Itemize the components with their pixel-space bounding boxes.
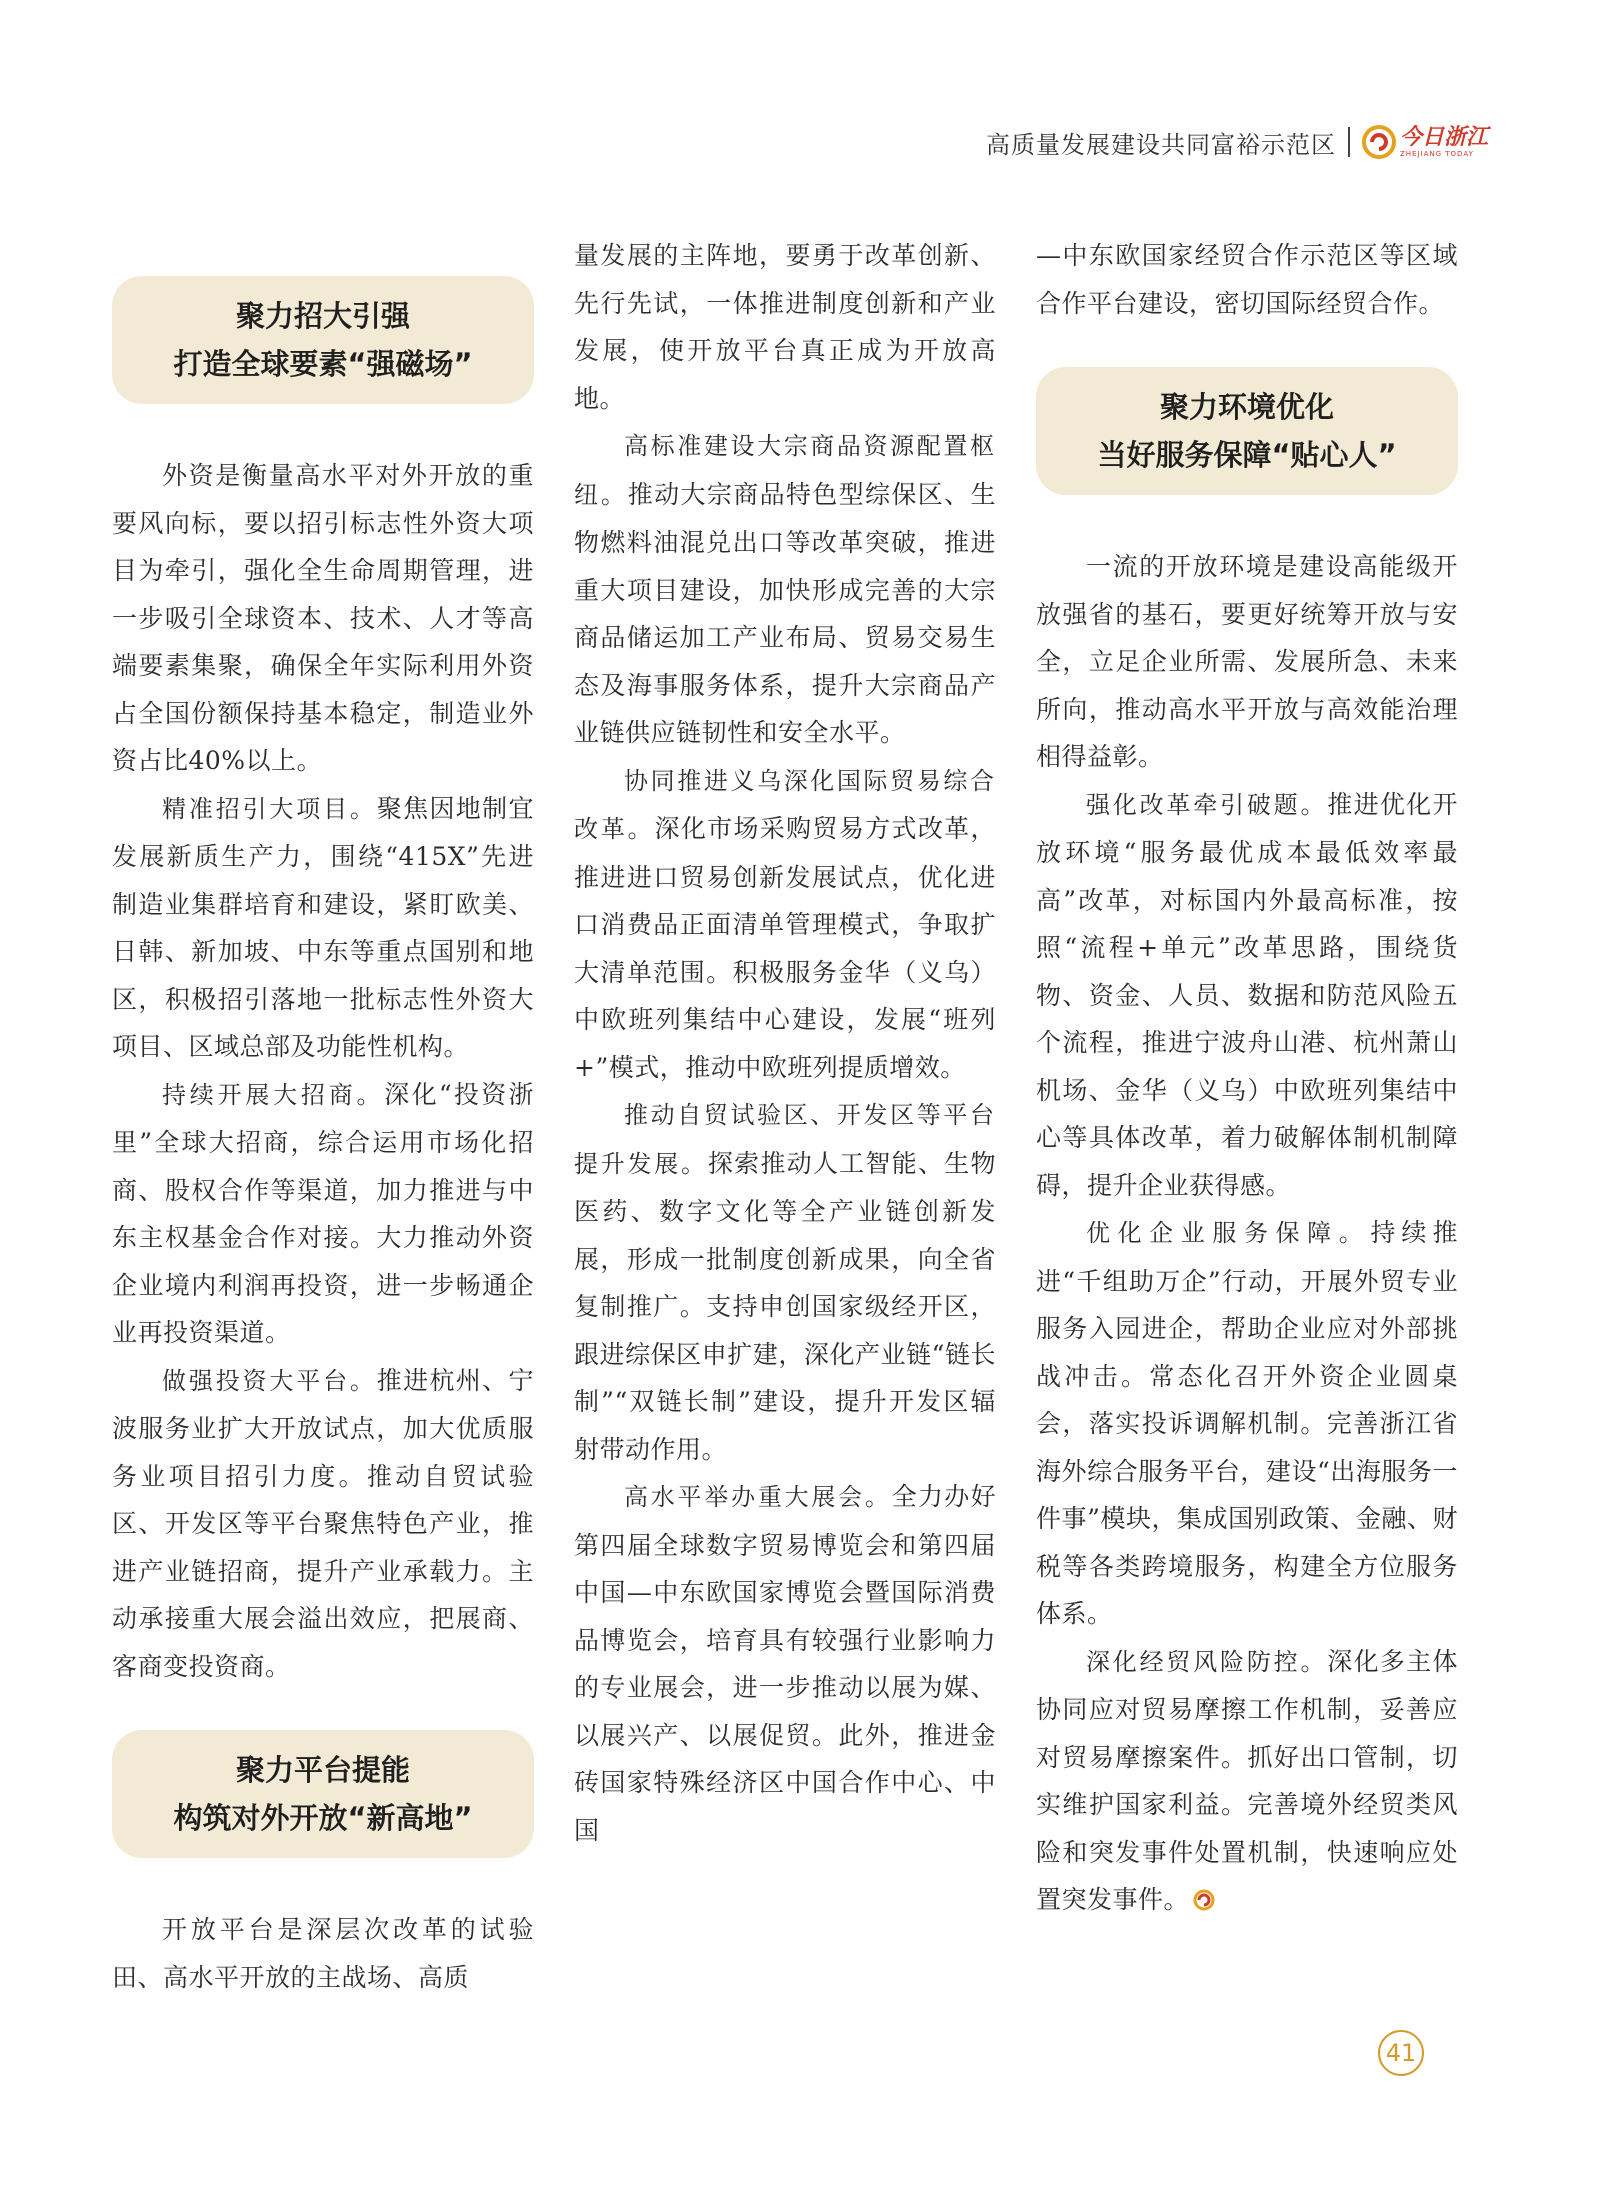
paragraph-lead: 持续开展大招商。	[162, 1080, 385, 1109]
paragraph	[112, 785, 534, 1071]
paragraph	[1036, 781, 1458, 1210]
paragraph-lead: 高水平举办重大展会。	[624, 1483, 892, 1511]
paragraph	[574, 1091, 996, 1473]
paragraph-lead: 协同推进义乌深化国际贸易综合改革。	[574, 766, 996, 843]
column-3	[1036, 232, 1458, 1924]
paragraph	[574, 1473, 996, 1854]
heading-line-2: 打造全球要素“强磁场”	[173, 347, 473, 381]
section-heading-2	[112, 1730, 534, 1858]
paragraph-body: 聚焦因地制宜发展新质生产力，围绕“415X”先进制造业集群培育和建设，紧盯欧美、日韩、新加坡、中东等重点国别和地区，积极招引落地一批标志性外资大项目、区域总部及功能性机构。	[112, 793, 534, 1061]
paragraph-lead: 强化改革牵引破题。	[1086, 790, 1328, 819]
paragraph-body: 推进杭州、宁波服务业扩大开放试点，加大优质服务业项目招引力度。推动自贸试验区、开发区等平台聚焦特色产业，推进产业链招商，提升产业承载力。主动承接重大展会溢出效应，把展商、客商变投资商。	[112, 1365, 534, 1681]
paragraph-body: 深化市场采购贸易方式改革，推进进口贸易创新发展试点，优化进口消费品正面清单管理模式，争取扩大清单范围。积极服务金华（义乌）中欧班列集结中心建设，发展“班列+”模式，推动中欧班列提质增效。	[574, 814, 996, 1082]
section-heading-1	[112, 276, 534, 404]
logo-chinese: 今日浙江	[1399, 124, 1488, 150]
paragraph	[574, 757, 996, 1092]
paragraph-lead: 高标准建设大宗商品资源配置枢纽。	[574, 432, 996, 509]
paragraph-body: 持续推进“千组助万企”行动，开展外贸专业服务入园进企，帮助企业应对外部挑战冲击。常态化召开外资企业圆桌会，落实投诉调解机制。完善浙江省海外综合服务平台，建设“出海服务一件事”模块，集成国别政策、金融、财税等各类跨境服务，构建全方位服务体系。	[1036, 1218, 1458, 1628]
paragraph-body: 深化多主体协同应对贸易摩擦工作机制，妥善应对贸易摩擦案件。抓好出口管制，切实维护国家利益。完善境外经贸类风险和突发事件处置机制，快速响应处置突发事件。	[1036, 1646, 1458, 1914]
section-heading-3	[1036, 367, 1458, 495]
paragraph-lead: 做强投资大平台。	[162, 1366, 377, 1395]
paragraph-body: 推动大宗商品特色型综保区、生物燃料油混兑出口等改革突破，推进重大项目建设，加快形成完善的大宗商品储运加工产业布局、贸易交易生态及海事服务体系，提升大宗商品产业链供应链韧性和安全水平。	[574, 479, 996, 747]
heading-line-1: 聚力招大引强	[235, 299, 410, 333]
paragraph	[1036, 1638, 1458, 1924]
paragraph: —中东欧国家经贸合作示范区等区域合作平台建设，密切国际经贸合作。	[1036, 241, 1458, 318]
logo-english: ZHEJIANG TODAY	[1399, 149, 1474, 158]
paragraph	[112, 1357, 534, 1691]
section-title: 高质量发展建设共同富裕示范区	[985, 130, 1336, 159]
paragraph: 一流的开放环境是建设高能级开放强省的基石，要更好统筹开放与安全，立足企业所需、发展所急、未来所向，推动高水平开放与高效能治理相得益彰。	[1036, 552, 1458, 771]
page-header	[986, 120, 1488, 164]
heading-line-2: 构筑对外开放“新高地”	[173, 1801, 473, 1835]
heading-line-1: 聚力环境优化	[1159, 390, 1334, 424]
paragraph: 外资是衡量高水平对外开放的重要风向标，要以招引标志性外资大项目为牵引，强化全生命周期管理，进一步吸引全球资本、技术、人才等高端要素集聚，确保全年实际利用外资占全国份额保持基本稳定，制造业外资占比40%以上。	[112, 461, 534, 775]
paragraph-lead: 优化企业服务保障。	[1086, 1219, 1371, 1247]
page-number: 41	[1378, 2030, 1424, 2076]
paragraph-lead: 精准招引大项目。	[162, 794, 377, 823]
end-mark-icon	[1193, 1889, 1215, 1911]
paragraph	[574, 422, 996, 757]
swirl-logo-icon	[1362, 125, 1396, 159]
heading-line-1: 聚力平台提能	[235, 1753, 410, 1787]
paragraph-lead: 深化经贸风险防控。	[1086, 1647, 1328, 1676]
paragraph-lead: 推动自贸试验区、开发区等平台提升发展。	[574, 1101, 996, 1178]
paragraph	[1036, 1209, 1458, 1638]
paragraph-body: 深化“投资浙里”全球大招商，综合运用市场化招商、股权合作等渠道，加力推进与中东主权基金合作对接。大力推动外资企业境内利润再投资，进一步畅通企业再投资渠道。	[112, 1079, 535, 1347]
column-1	[112, 236, 534, 2001]
paragraph-body: 全力办好第四届全球数字贸易博览会和第四届中国—中东欧国家博览会暨国际消费品博览会，培育具有较强行业影响力的专业展会，进一步推动以展为媒、以展兴产、以展促贸。此外，推进金砖国家特殊经济区中国合作中心、中国	[574, 1482, 996, 1845]
paragraph: 量发展的主阵地，要勇于改革创新、先行先试，一体推进制度创新和产业发展，使开放平台真正成为开放高地。	[574, 241, 996, 413]
paragraph-body: 探索推动人工智能、生物医药、数字文化等全产业链创新发展，形成一批制度创新成果，向全省复制推广。支持申创国家级经开区，跟进综保区申扩建，深化产业链“链长制”“双链长制”建设，提升开发区辐射带动作用。	[574, 1148, 996, 1464]
paragraph	[112, 1071, 534, 1357]
magazine-logo	[1362, 125, 1488, 159]
column-2	[574, 232, 996, 1854]
paragraph-body: 推进优化开放环境“服务最优成本最低效率最高”改革，对标国内外最高标准，按照“流程+单元”改革思路，围绕货物、资金、人员、数据和防范风险五个流程，推进宁波舟山港、杭州萧山机场、金华（义乌）中欧班列集结中心等具体改革，着力破解体制机制障碍，提升企业获得感。	[1036, 789, 1458, 1200]
paragraph: 开放平台是深层次改革的试验田、高水平开放的主战场、高质	[112, 1915, 534, 1992]
header-divider	[1348, 127, 1350, 157]
heading-line-2: 当好服务保障“贴心人”	[1097, 438, 1397, 472]
